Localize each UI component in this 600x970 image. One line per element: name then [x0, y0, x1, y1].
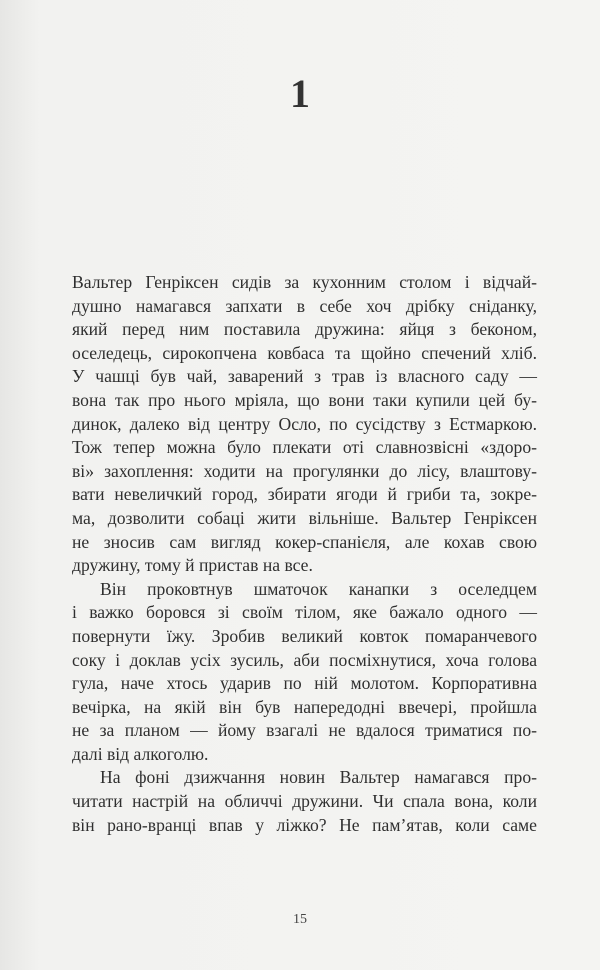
chapter-number: 1: [290, 71, 310, 116]
text-line: далі від алкоголю.: [72, 743, 209, 764]
text-line: ві» захоплення: ходити на прогулянки до лісу, влаштову-: [72, 460, 537, 481]
text-line: душно намагався запхати в себе хоч дрібку сніданку,: [72, 295, 537, 316]
body-text: [72, 271, 537, 837]
text-line: не за планом — йому взагалі не вдалося триматися по-: [72, 720, 537, 741]
text-line: Він проковтнув шматочок канапки з оселедцем: [100, 578, 537, 599]
text-line: На фоні дзижчання новин Вальтер намагався про-: [100, 767, 537, 788]
text-line: соку і доклав усіх зусиль, аби посміхнутися, хоча голова: [72, 649, 537, 670]
text-line: вона так про нього мріяла, що вони таки купили цей бу-: [72, 389, 537, 410]
text-line: повернути їжу. Зробив великий ковток помаранчевого: [72, 625, 537, 646]
text-line: який перед ним поставила дружина: яйця з беконом,: [72, 319, 537, 340]
text-line: оселедець, сирокопчена ковбаса та щойно спечений хліб.: [72, 342, 537, 363]
text-line: читати настрій на обличчі дружини. Чи спала вона, коли: [72, 791, 537, 812]
text-line: У чашці був чай, заварений з трав із власного саду —: [72, 366, 537, 387]
text-line: і важко боровся зі своїм тілом, яке бажало одного —: [72, 602, 537, 623]
text-line: гула, наче хтось ударив по ній молотом. Корпоративна: [72, 673, 537, 694]
text-line: він рано-вранці впав у ліжко? Не пам’ятав, коли саме: [72, 814, 537, 835]
text-line: вечірка, на якій він був напередодні ввечері, пройшла: [72, 696, 537, 717]
text-line: ма, дозволити собаці жити вільніше. Вальтер Генріксен: [72, 507, 537, 528]
text-line: динок, далеко від центру Осло, по сусідству з Естмаркою.: [72, 413, 537, 434]
text-line: Вальтер Генріксен сидів за кухонним столом і відчай-: [72, 272, 537, 292]
text-line: Тож тепер можна було плекати оті славнозвісні «здоро-: [72, 437, 537, 458]
text-line: не зносив сам вигляд кокер-спанієля, але кохав свою: [72, 531, 537, 552]
text-line: дружину, тому й пристав на все.: [72, 555, 313, 576]
page-number: 15: [293, 912, 307, 927]
text-line: вати невеличкий город, збирати ягоди й гриби та, зокре-: [72, 484, 537, 505]
